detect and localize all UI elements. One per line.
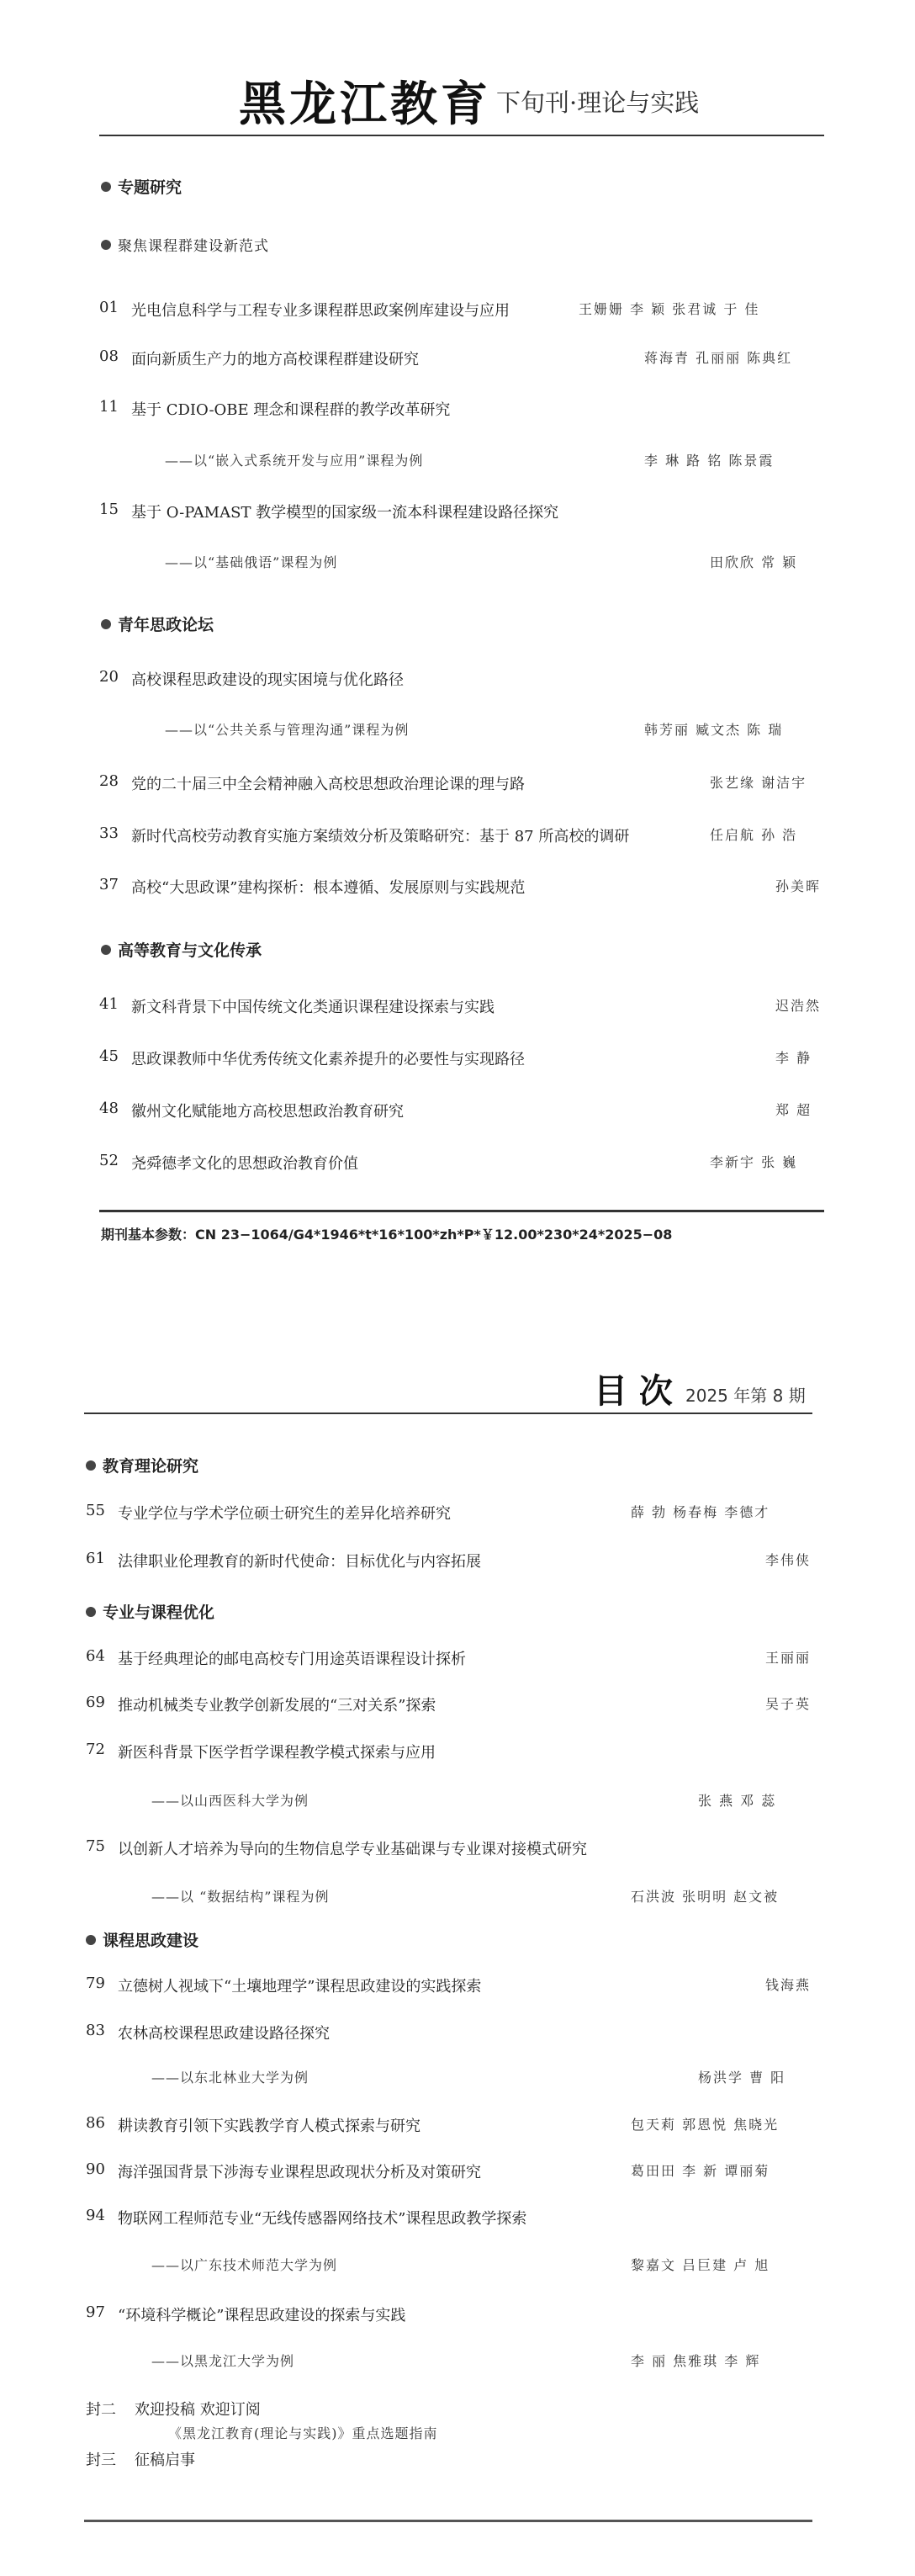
toc-entry[interactable]: [99, 772, 831, 798]
toc-entry[interactable]: [99, 398, 831, 423]
article-title: 新时代高校劳动教育实施方案绩效分析及策略研究：基于 87 所高校的调研: [131, 828, 630, 845]
page-number: 86: [86, 2114, 105, 2132]
page-number: 72: [86, 1741, 105, 1758]
bullet-icon: [101, 240, 111, 250]
article-subtitle: ——以“嵌入式系统开发与应用”课程为例: [165, 453, 424, 469]
section-heading: 专题研究: [101, 175, 182, 198]
article-authors: 张艺缘 谢洁宇: [710, 775, 807, 791]
article-title: 新文科背景下中国传统文化类通识课程建设探索与实践: [131, 999, 495, 1016]
toc-entry[interactable]: [86, 1974, 826, 2000]
toc-heading: 目 次: [594, 1371, 673, 1411]
journal-parameters: 期刊基本参数：CN 23−1064/G4*1946*t*16*100*zh*P*￥12.00*230*24*2025−08: [101, 1227, 673, 1243]
page-number: 15: [99, 501, 119, 518]
cover-text: 征稿启事: [135, 2451, 195, 2469]
toc-entry[interactable]: [99, 1152, 831, 1177]
section-heading: 青年思政论坛: [101, 612, 214, 635]
page-number: 01: [99, 299, 119, 316]
article-authors: 包天莉 郭恩悦 焦晓光: [631, 2117, 780, 2133]
toc-entry[interactable]: [86, 1741, 826, 1766]
page-number: 28: [99, 772, 119, 790]
toc-rule: [84, 1413, 812, 1414]
page-number: 83: [86, 2022, 105, 2039]
article-subtitle: ——以“基础俄语”课程为例: [165, 554, 338, 570]
page-number: 94: [86, 2207, 105, 2224]
toc-entry-subtitle: [86, 1790, 826, 1815]
page-number: 79: [86, 1974, 105, 1992]
article-title: 海洋强国背景下涉海专业课程思政现状分析及对策研究: [118, 2164, 481, 2181]
article-title: 尧舜德孝文化的思想政治教育价值: [131, 1155, 358, 1173]
page-number: 45: [99, 1047, 119, 1065]
page-number: 64: [86, 1647, 105, 1665]
article-title: 基于经典理论的邮电高校专门用途英语课程设计探析: [118, 1651, 466, 1668]
page-number: 33: [99, 824, 119, 842]
cover-note-subtitle: [86, 2423, 826, 2448]
cover-subtitle: 《黑龙江教育(理论与实践)》重点选题指南: [168, 2425, 438, 2441]
page-number: 11: [99, 398, 119, 416]
article-title: 新医科背景下医学哲学课程教学模式探索与应用: [118, 1744, 436, 1762]
journal-subtitle: 下旬刊·理论与实践: [496, 88, 700, 117]
toc-entry[interactable]: [99, 668, 831, 693]
bullet-icon: [86, 1460, 96, 1471]
page-number: 90: [86, 2160, 105, 2178]
toc-entry[interactable]: [86, 2303, 826, 2329]
toc-entry[interactable]: [99, 824, 831, 850]
article-title: 法律职业伦理教育的新时代使命：目标优化与内容拓展: [118, 1553, 481, 1571]
toc-entry-subtitle: [86, 2067, 826, 2092]
article-subtitle: ——以东北林业大学为例: [151, 2070, 309, 2086]
article-title: 基于 CDIO-OBE 理念和课程群的教学改革研究: [131, 401, 451, 419]
toc-entry-subtitle: [86, 2351, 826, 2376]
article-authors: 张 燕 邓 蕊: [698, 1793, 777, 1809]
toc-entry[interactable]: [99, 876, 831, 901]
toc-entry-subtitle: [86, 2255, 826, 2280]
toc-entry[interactable]: [99, 501, 831, 526]
article-title: 专业学位与学术学位硕士研究生的差异化培养研究: [118, 1505, 451, 1523]
toc-entry[interactable]: [86, 2114, 826, 2139]
article-title: 徽州文化赋能地方高校思想政治教育研究: [131, 1103, 404, 1121]
toc-entry[interactable]: [86, 1647, 826, 1672]
toc-entry[interactable]: [99, 347, 831, 373]
article-title: “环境科学概论”课程思政建设的探索与实践: [118, 2307, 406, 2324]
page-number: 97: [86, 2303, 105, 2321]
article-authors: 石洪波 张明明 赵文被: [631, 1889, 780, 1905]
article-authors: 田欣欣 常 颖: [710, 554, 798, 570]
issue-number: 2025 年第 8 期: [685, 1386, 806, 1406]
section-heading: 专业与课程优化: [86, 1600, 214, 1623]
article-title: 立德树人视域下“土壤地理学”课程思政建设的实践探索: [118, 1978, 482, 1996]
article-subtitle: ——以广东技术师范大学为例: [151, 2257, 338, 2273]
page-number: 20: [99, 668, 119, 686]
article-authors: 李 静: [775, 1050, 812, 1066]
toc-entry[interactable]: [86, 1550, 826, 1575]
toc-entry-subtitle: [86, 1886, 826, 1911]
page-number: 75: [86, 1837, 105, 1855]
article-title: 思政课教师中华优秀传统文化素养提升的必要性与实现路径: [131, 1051, 525, 1068]
section-heading: 高等教育与文化传承: [101, 938, 262, 961]
article-authors: 蒋海青 孔丽丽 陈典红: [644, 350, 793, 366]
toc-entry[interactable]: [86, 1502, 826, 1527]
article-authors: 李新宇 张 巍: [710, 1154, 798, 1170]
article-authors: 王姗姗 李 颖 张君诚 于 佳: [579, 301, 760, 317]
article-authors: 韩芳丽 臧文杰 陈 瑞: [644, 722, 784, 738]
article-title: 推动机械类专业教学创新发展的“三对关系”探索: [118, 1697, 436, 1715]
page-number: 69: [86, 1693, 105, 1711]
article-title: 面向新质生产力的地方高校课程群建设研究: [131, 351, 419, 368]
toc-entry-subtitle: [99, 450, 831, 475]
masthead-rule: [99, 135, 824, 136]
article-authors: 李伟侠: [765, 1552, 812, 1568]
article-authors: 薛 勃 杨春梅 李德才: [631, 1504, 770, 1520]
article-authors: 孙美晖: [775, 878, 822, 894]
article-subtitle: ——以黑龙江大学为例: [151, 2353, 295, 2369]
bullet-icon: [86, 1607, 96, 1617]
article-authors: 钱海燕: [765, 1977, 812, 1993]
toc-entry[interactable]: [99, 299, 831, 324]
page-number: 55: [86, 1502, 105, 1519]
page-number: 48: [99, 1100, 119, 1117]
toc-entry[interactable]: [86, 1693, 826, 1719]
article-authors: 迟浩然: [775, 998, 822, 1014]
article-authors: 杨洪学 曹 阳: [698, 2070, 786, 2086]
article-authors: 王丽丽: [765, 1650, 812, 1666]
page-number: 41: [99, 995, 119, 1013]
cover-note[interactable]: [86, 2398, 826, 2423]
journal-title: 黑龙江教育: [239, 77, 491, 132]
page-number: 37: [99, 876, 119, 893]
article-subtitle: ——以山西医科大学为例: [151, 1793, 309, 1809]
toc-entry[interactable]: [86, 2022, 826, 2047]
toc-entry[interactable]: [99, 1047, 831, 1073]
toc-entry[interactable]: [86, 1837, 826, 1863]
article-title: 基于 O-PAMAST 教学模型的国家级一流本科课程建设路径探究: [131, 504, 559, 522]
article-authors: 吴子英: [765, 1696, 812, 1712]
article-subtitle: ——以 “数据结构”课程为例: [151, 1889, 330, 1905]
cover-label: 封二: [86, 2401, 116, 2419]
article-title: 农林高校课程思政建设路径探究: [118, 2025, 330, 2043]
bullet-icon: [101, 619, 111, 629]
article-title: 高校“大思政课”建构探析：根本遵循、发展原则与实践规范: [131, 879, 526, 897]
toc-entry-subtitle: [99, 552, 831, 577]
article-title: 高校课程思政建设的现实困境与优化路径: [131, 671, 404, 689]
article-authors: 李 琳 路 铭 陈景霞: [644, 453, 775, 469]
article-title: 物联网工程师范专业“无线传感器网络技术”课程思政教学探索: [118, 2210, 527, 2228]
article-authors: 郑 超: [775, 1102, 812, 1118]
divider-rule: [99, 1210, 824, 1212]
article-title: 党的二十届三中全会精神融入高校思想政治理论课的理与路: [131, 776, 525, 793]
article-authors: 任启航 孙 浩: [710, 827, 798, 843]
bullet-icon: [101, 945, 111, 955]
article-title: 耕读教育引领下实践教学育人模式探索与研究: [118, 2118, 420, 2135]
article-authors: 葛田田 李 新 谭丽菊: [631, 2163, 770, 2179]
page-number: 61: [86, 1550, 105, 1567]
subsection-heading: 聚焦课程群建设新范式: [101, 234, 269, 255]
cover-label: 封三: [86, 2451, 116, 2469]
section-heading: 课程思政建设: [86, 1928, 198, 1951]
toc-entry[interactable]: [99, 995, 831, 1020]
page-number: 52: [99, 1152, 119, 1169]
toc-entry[interactable]: [86, 2207, 826, 2232]
toc-entry[interactable]: [99, 1100, 831, 1125]
article-authors: 黎嘉文 吕巨建 卢 旭: [631, 2257, 770, 2273]
toc-entry[interactable]: [86, 2160, 826, 2186]
bullet-icon: [86, 1935, 96, 1945]
bullet-icon: [101, 182, 111, 192]
toc-entry-subtitle: [99, 719, 831, 745]
article-title: 以创新人才培养为导向的生物信息学专业基础课与专业课对接模式研究: [118, 1841, 587, 1858]
footer-rule: [84, 2520, 812, 2522]
page-number: 08: [99, 347, 119, 365]
article-authors: 李 丽 焦雅琪 李 辉: [631, 2353, 761, 2369]
article-title: 光电信息科学与工程专业多课程群思政案例库建设与应用: [131, 302, 510, 320]
cover-text: 欢迎投稿 欢迎订阅: [135, 2401, 261, 2419]
section-heading: 教育理论研究: [86, 1454, 198, 1476]
article-subtitle: ——以“公共关系与管理沟通”课程为例: [165, 722, 410, 738]
cover-note[interactable]: [86, 2448, 826, 2473]
